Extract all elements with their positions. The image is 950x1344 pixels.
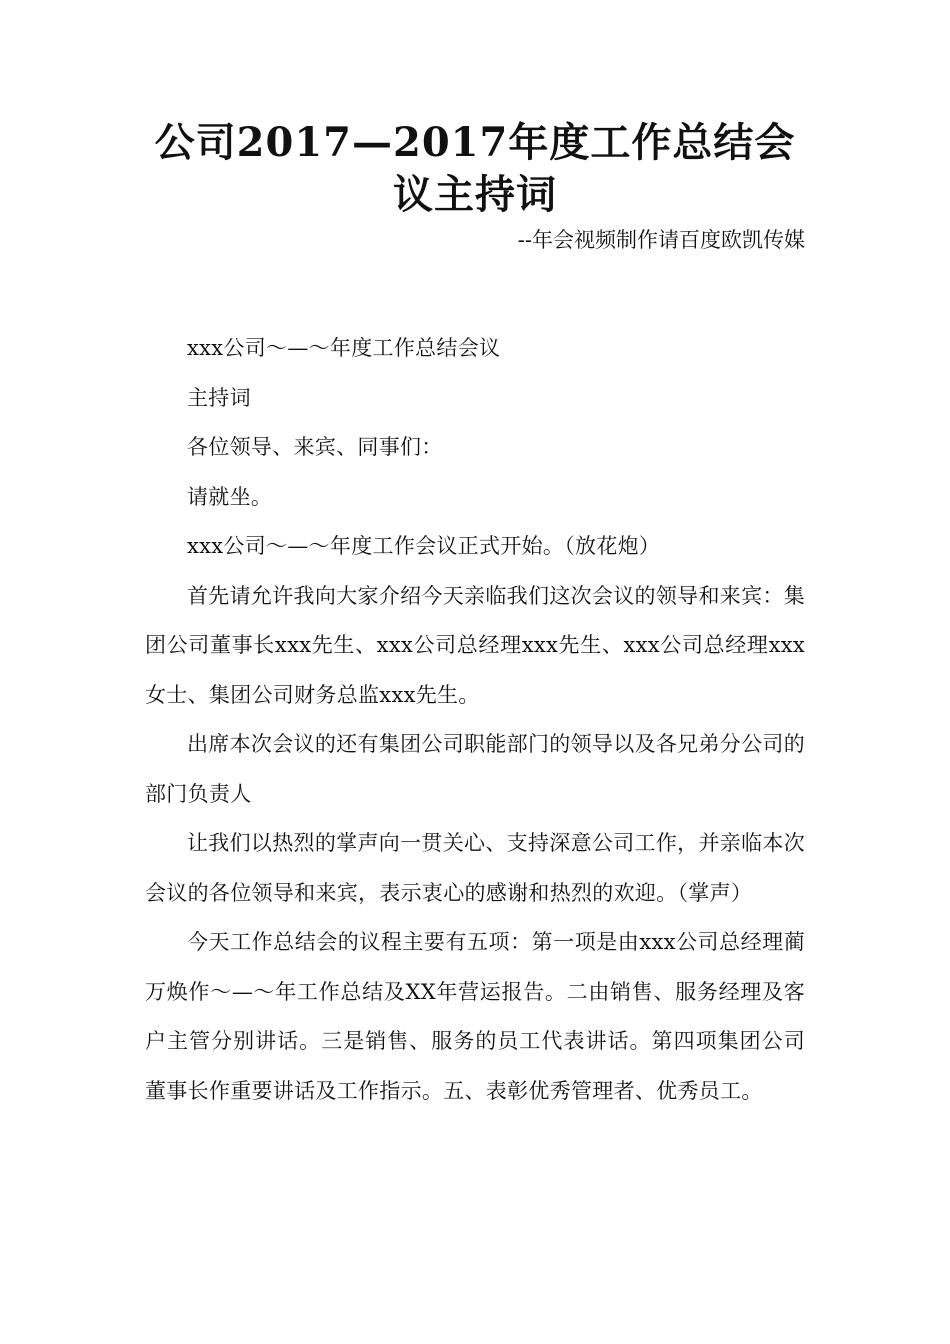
paragraph-greeting: 各位领导、来宾、同事们： — [187, 435, 443, 459]
paragraph-attendees: 出席本次会议的还有集团公司职能部门的领导以及各兄弟分公司的部门负责人 — [145, 732, 805, 806]
paragraph-please-sit: 请就坐。 — [187, 484, 273, 509]
document-title: 公司2017—2017年度工作总结会议主持词 — [154, 119, 796, 218]
paragraph-opening: xxx公司～—～年度工作会议正式开始。（放花炮） — [187, 534, 661, 558]
paragraph-applause: 让我们以热烈的掌声向一贯关心、支持深意公司工作，并亲临本次会议的各位领导和来宾，表示衷心的感谢和热烈的欢迎。（掌声） — [145, 831, 805, 905]
paragraph-introduce-guests: 首先请允许我向大家介绍今天亲临我们这次会议的领导和来宾：集团公司董事长xxx先生、xxx公司总经理xxx先生、xxx公司总经理xxx女士、集团公司财务总监xxx先生。 — [145, 583, 805, 707]
paragraph-host-speech-label: 主持词 — [187, 385, 251, 410]
document-subtitle: --年会视频制作请百度欧凯传媒 — [517, 228, 805, 252]
paragraph-meeting-name: xxx公司～—～年度工作总结会议 — [187, 336, 501, 360]
paragraph-agenda: 今天工作总结会的议程主要有五项：第一项是由xxx公司总经理蔺万焕作～—～年工作总结及XX年营运报告。二由销售、服务经理及客户主管分别讲话。三是销售、服务的员工代表讲话。第四项集团公司董事长作重要讲话及工作指示。五、表彰优秀管理者、优秀员工。 — [145, 930, 805, 1103]
document-body — [145, 324, 805, 1116]
